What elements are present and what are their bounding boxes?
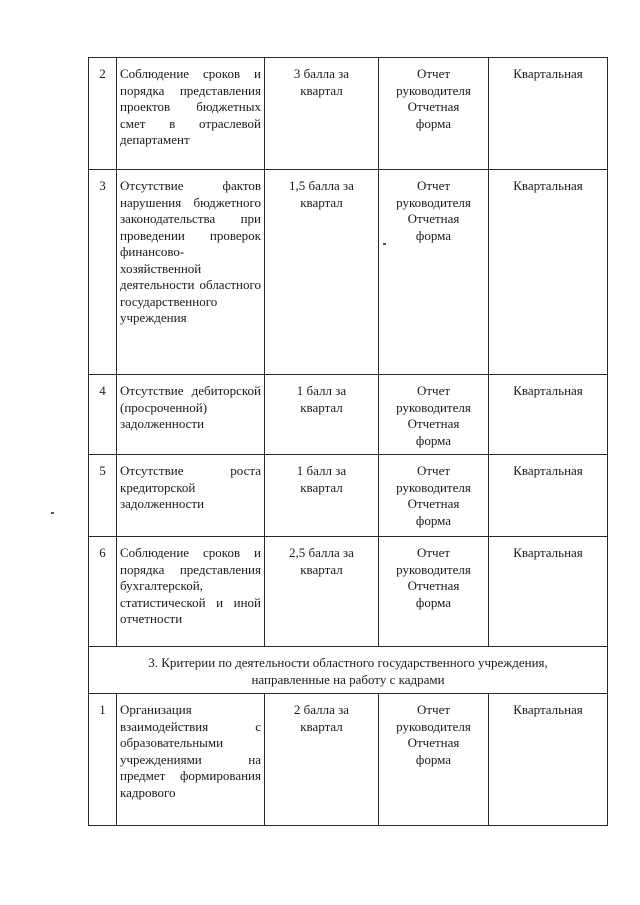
report-form: Отчет руководителя Отчетная форма [379,58,489,170]
table-row [89,375,608,455]
table-row [89,58,608,170]
criterion-score: 2,5 балла за квартал [265,537,379,647]
report-form: Отчет руководителя Отчетная форма [379,375,489,455]
report-form: Отчет руководителя Отчетная форма [379,694,489,826]
table-row [89,170,608,375]
section-header-row [89,647,608,694]
criterion-name: Отсутствие роста кредиторской задолженности [117,455,265,537]
criterion-score: 1,5 балла за квартал [265,170,379,375]
row-number: 5 [89,455,117,537]
row-number: 1 [89,694,117,826]
criterion-name: Отсутствие фактов нарушения бюджетного законодательства при проведении проверок финансово-хозяйственной деятельности областного государственного учреждения [117,170,265,375]
criteria-table [88,57,608,826]
report-form: Отчет руководителя Отчетная форма [379,170,489,375]
criterion-score: 1 балл за квартал [265,375,379,455]
row-number: 3 [89,170,117,375]
criterion-name: Соблюдение сроков и порядка представления проектов бюджетных смет в отраслевой департамент [117,58,265,170]
scan-speck [51,512,54,514]
scan-speck [383,243,386,245]
section-title: 3. Критерии по деятельности областного государственного учреждения, направленные на работу с кадрами [89,647,608,694]
periodicity: Квартальная [489,58,608,170]
table-row [89,537,608,647]
periodicity: Квартальная [489,694,608,826]
periodicity: Квартальная [489,375,608,455]
periodicity: Квартальная [489,537,608,647]
table-row [89,455,608,537]
criterion-name: Отсутствие дебиторской (просроченной) задолженности [117,375,265,455]
criterion-score: 2 балла за квартал [265,694,379,826]
report-form: Отчет руководителя Отчетная форма [379,537,489,647]
criterion-score: 1 балл за квартал [265,455,379,537]
criterion-name: Соблюдение сроков и порядка представления бухгалтерской, статистической и иной отчетности [117,537,265,647]
table-row [89,694,608,826]
criterion-name: Организация взаимодействия с образовательными учреждениями на предмет формирования кадрового [117,694,265,826]
row-number: 4 [89,375,117,455]
periodicity: Квартальная [489,455,608,537]
periodicity: Квартальная [489,170,608,375]
report-form: Отчет руководителя Отчетная форма [379,455,489,537]
criterion-score: 3 балла за квартал [265,58,379,170]
row-number: 2 [89,58,117,170]
row-number: 6 [89,537,117,647]
